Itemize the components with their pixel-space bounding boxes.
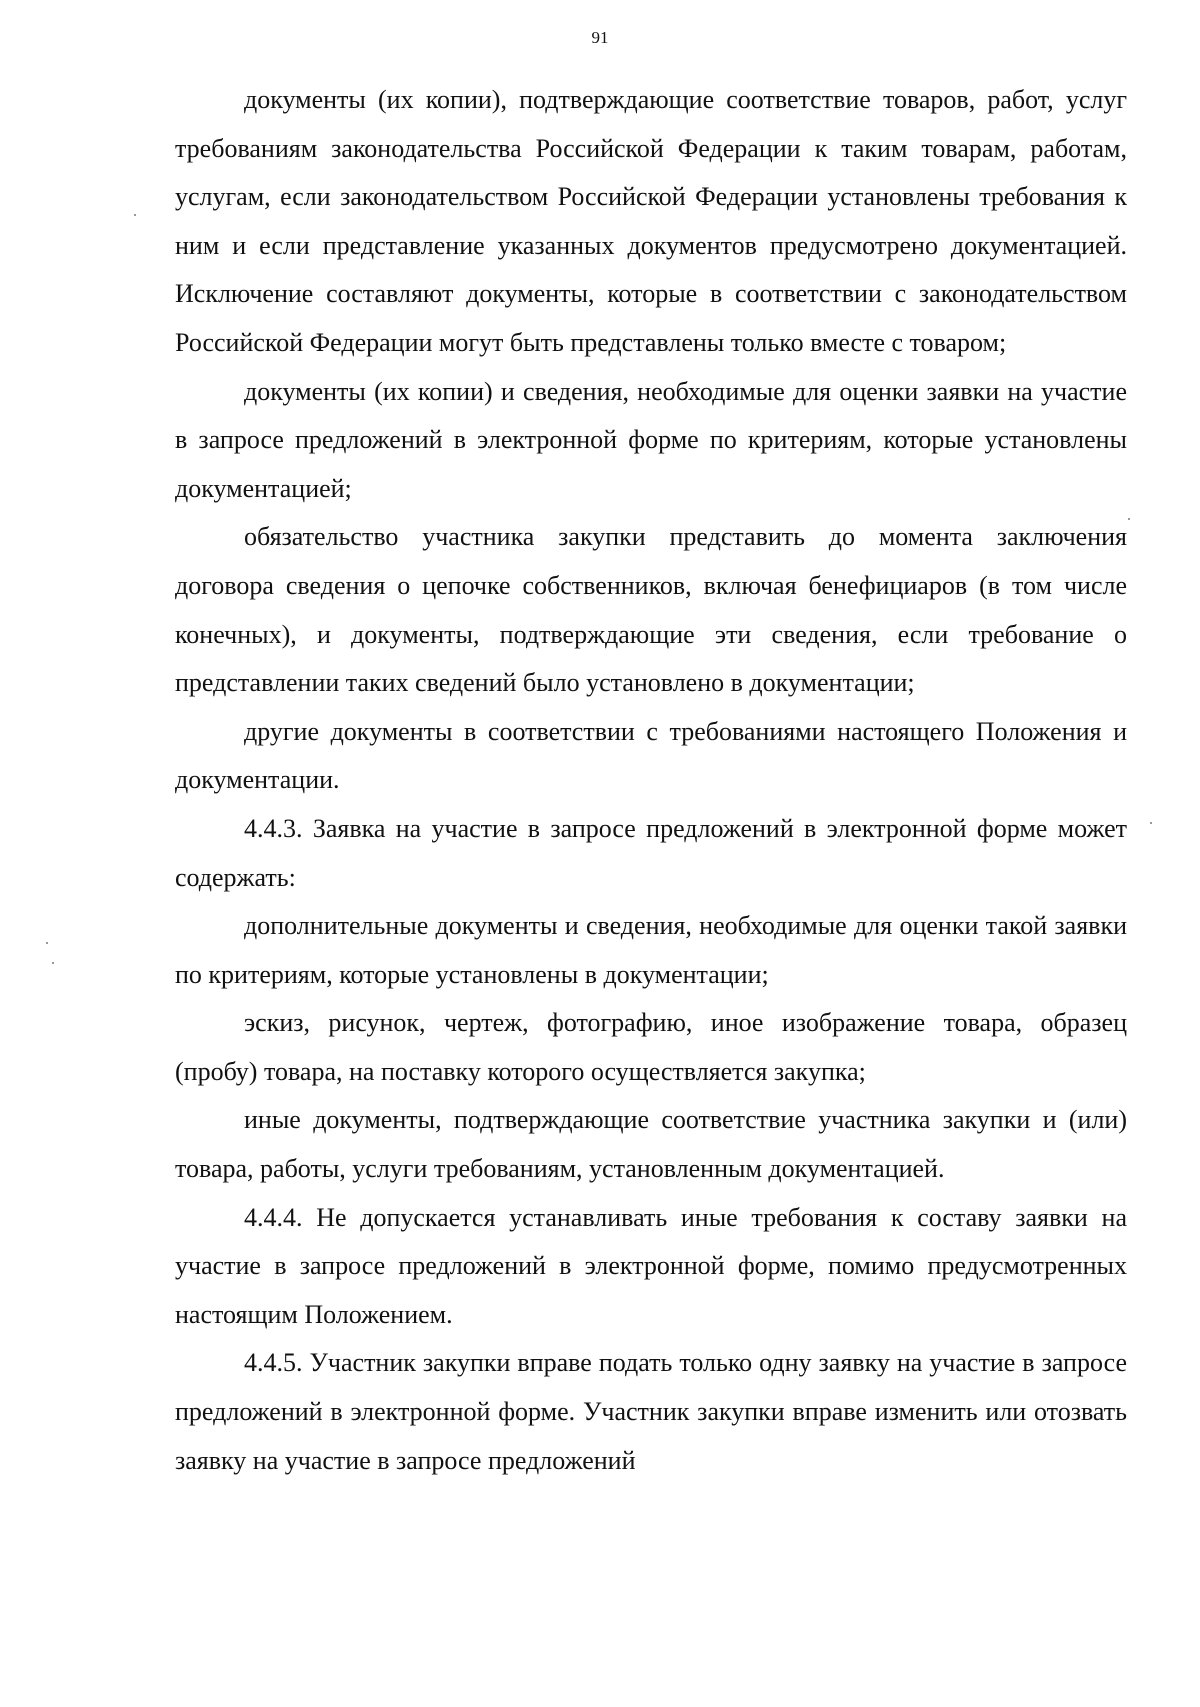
paragraph-ownership-obligation: обязательство участника закупки представить до момента заключения договора сведения о цепочке собственников, включая бенефициаров (в том числе конечных), и документы, подтверждающие эти сведения, если требование о представлении таких сведений было установлено в документации; [175,522,1127,698]
paragraph-other-compliance-documents: иные документы, подтверждающие соответствие участника закупки и (или) товара, работы, услуги требованиям, установленным документацией. [175,1105,1127,1184]
paragraph-additional-documents: дополнительные документы и сведения, необходимые для оценки такой заявки по критериям, которые установлены в документации; [175,911,1127,989]
scan-speck [1150,822,1152,824]
paragraph-other-documents: другие документы в соответствии с требованиями настоящего Положения и документации. [175,716,1127,795]
scan-speck [52,962,54,964]
scan-speck [1128,518,1130,520]
paragraph-documents-evaluation: документы (их копии) и сведения, необходимые для оценки заявки на участие в запросе предложений в электронной форме по критериям, которые установлены документацией; [175,376,1127,503]
paragraph-4-4-3: 4.4.3. Заявка на участие в запросе предложений в электронной форме может содержать: [175,813,1127,892]
page-number: 91 [591,28,609,47]
scan-speck [46,942,48,944]
scan-speck [134,214,136,216]
paragraph-documents-compliance: документы (их копии), подтверждающие соответствие товаров, работ, услуг требованиям законодательства Российской Федерации к таким товарам, работам, услугам, если законодательством Российской Федерации установлены требования к ним и если представление указанных документов предусмотрено документацией. Исключение составляют документы, которые в соответствии с законодательством Российской Федерации могут быть представлены только вместе с товаром; [175,85,1127,357]
paragraph-sketch-sample: эскиз, рисунок, чертеж, фотографию, иное изображение товара, образец (пробу) товара, на поставку которого осуществляется закупка; [175,1008,1127,1086]
paragraph-4-4-5: 4.4.5. Участник закупки вправе подать только одну заявку на участие в запросе предложений в электронной форме. Участник закупки вправе изменить или отозвать заявку на участие в запросе предложений [175,1348,1127,1475]
paragraph-4-4-4: 4.4.4. Не допускается устанавливать иные требования к составу заявки на участие в запросе предложений в электронной форме, помимо предусмотренных настоящим Положением. [175,1202,1127,1329]
document-body [175,76,1127,1485]
